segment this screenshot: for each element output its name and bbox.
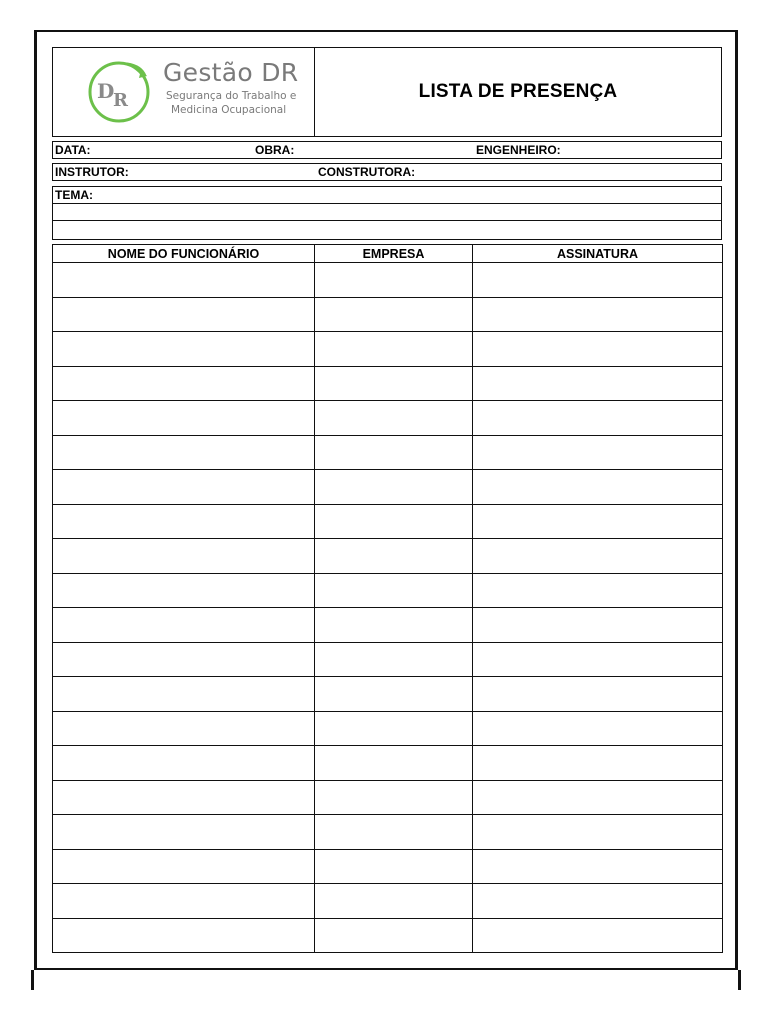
cell-nome[interactable] bbox=[53, 746, 315, 781]
cell-nome[interactable] bbox=[53, 642, 315, 677]
cell-nome[interactable] bbox=[53, 366, 315, 401]
cell-empresa[interactable] bbox=[315, 677, 473, 712]
cell-empresa[interactable] bbox=[315, 608, 473, 643]
table-row bbox=[53, 435, 723, 470]
cell-empresa[interactable] bbox=[315, 849, 473, 884]
table-row bbox=[53, 573, 723, 608]
cell-assinatura[interactable] bbox=[473, 504, 723, 539]
tema-line-1 bbox=[53, 203, 721, 204]
table-header-row bbox=[53, 245, 723, 263]
cell-nome[interactable] bbox=[53, 849, 315, 884]
footer-tick-left bbox=[31, 970, 34, 990]
table-row bbox=[53, 884, 723, 919]
cell-assinatura[interactable] bbox=[473, 573, 723, 608]
table-row bbox=[53, 297, 723, 332]
cell-assinatura[interactable] bbox=[473, 746, 723, 781]
cell-assinatura[interactable] bbox=[473, 435, 723, 470]
cell-nome[interactable] bbox=[53, 815, 315, 850]
column-header-empresa: EMPRESA bbox=[315, 245, 473, 263]
instrutor-label: INSTRUTOR: bbox=[55, 165, 129, 179]
cell-empresa[interactable] bbox=[315, 711, 473, 746]
cell-nome[interactable] bbox=[53, 884, 315, 919]
cell-nome[interactable] bbox=[53, 677, 315, 712]
cell-assinatura[interactable] bbox=[473, 608, 723, 643]
svg-text:R: R bbox=[113, 90, 128, 111]
cell-assinatura[interactable] bbox=[473, 711, 723, 746]
construtora-label: CONSTRUTORA: bbox=[318, 165, 416, 179]
table-row bbox=[53, 608, 723, 643]
cell-nome[interactable] bbox=[53, 539, 315, 574]
title-cell bbox=[315, 48, 721, 136]
svg-text:D: D bbox=[97, 79, 115, 103]
cell-nome[interactable] bbox=[53, 435, 315, 470]
cell-assinatura[interactable] bbox=[473, 263, 723, 298]
logo-cell bbox=[53, 48, 315, 136]
cell-assinatura[interactable] bbox=[473, 297, 723, 332]
attendance-table bbox=[52, 244, 723, 953]
table-row bbox=[53, 746, 723, 781]
cell-empresa[interactable] bbox=[315, 746, 473, 781]
brand-name: Gestão DR bbox=[163, 58, 299, 87]
table-row bbox=[53, 263, 723, 298]
cell-assinatura[interactable] bbox=[473, 332, 723, 367]
column-header-assinatura: ASSINATURA bbox=[473, 245, 723, 263]
table-row bbox=[53, 815, 723, 850]
cell-empresa[interactable] bbox=[315, 297, 473, 332]
cell-nome[interactable] bbox=[53, 573, 315, 608]
cell-nome[interactable] bbox=[53, 711, 315, 746]
cell-nome[interactable] bbox=[53, 918, 315, 953]
table-row bbox=[53, 332, 723, 367]
cell-assinatura[interactable] bbox=[473, 470, 723, 505]
document-title: LISTA DE PRESENÇA bbox=[418, 81, 618, 102]
cell-empresa[interactable] bbox=[315, 332, 473, 367]
table-row bbox=[53, 780, 723, 815]
cell-empresa[interactable] bbox=[315, 435, 473, 470]
table-row bbox=[53, 401, 723, 436]
cell-empresa[interactable] bbox=[315, 366, 473, 401]
table-row bbox=[53, 366, 723, 401]
cell-assinatura[interactable] bbox=[473, 366, 723, 401]
cell-nome[interactable] bbox=[53, 263, 315, 298]
footer-tick-right bbox=[738, 970, 741, 990]
tema-label: TEMA: bbox=[55, 188, 93, 202]
tema-box bbox=[52, 186, 722, 240]
table-row bbox=[53, 677, 723, 712]
cell-empresa[interactable] bbox=[315, 573, 473, 608]
tema-line-2 bbox=[53, 220, 721, 221]
brand-tagline-line2: Medicina Ocupacional bbox=[171, 104, 287, 116]
document-header bbox=[52, 47, 722, 137]
cell-assinatura[interactable] bbox=[473, 677, 723, 712]
cell-nome[interactable] bbox=[53, 332, 315, 367]
cell-empresa[interactable] bbox=[315, 918, 473, 953]
table-row bbox=[53, 642, 723, 677]
cell-assinatura[interactable] bbox=[473, 815, 723, 850]
cell-assinatura[interactable] bbox=[473, 918, 723, 953]
cell-assinatura[interactable] bbox=[473, 849, 723, 884]
cell-nome[interactable] bbox=[53, 401, 315, 436]
data-label: DATA: bbox=[55, 143, 91, 157]
obra-label: OBRA: bbox=[255, 143, 295, 157]
table-row bbox=[53, 539, 723, 574]
cell-empresa[interactable] bbox=[315, 504, 473, 539]
cell-nome[interactable] bbox=[53, 297, 315, 332]
cell-nome[interactable] bbox=[53, 504, 315, 539]
page-footer-rule bbox=[34, 968, 738, 988]
info-row-2 bbox=[52, 163, 722, 181]
cell-empresa[interactable] bbox=[315, 263, 473, 298]
cell-empresa[interactable] bbox=[315, 815, 473, 850]
brand-tagline-line1: Segurança do Trabalho e bbox=[166, 90, 297, 102]
cell-nome[interactable] bbox=[53, 608, 315, 643]
cell-assinatura[interactable] bbox=[473, 884, 723, 919]
cell-empresa[interactable] bbox=[315, 642, 473, 677]
gestao-dr-logo-icon bbox=[83, 54, 161, 132]
table-row bbox=[53, 470, 723, 505]
table-row bbox=[53, 849, 723, 884]
table-row bbox=[53, 504, 723, 539]
engenheiro-label: ENGENHEIRO: bbox=[476, 143, 561, 157]
cell-empresa[interactable] bbox=[315, 884, 473, 919]
cell-assinatura[interactable] bbox=[473, 642, 723, 677]
cell-empresa[interactable] bbox=[315, 539, 473, 574]
attendance-body bbox=[53, 263, 723, 953]
column-header-nome: NOME DO FUNCIONÁRIO bbox=[53, 245, 315, 263]
table-row bbox=[53, 711, 723, 746]
cell-nome[interactable] bbox=[53, 780, 315, 815]
cell-empresa[interactable] bbox=[315, 780, 473, 815]
cell-assinatura[interactable] bbox=[473, 401, 723, 436]
table-row bbox=[53, 918, 723, 953]
info-row-1 bbox=[52, 141, 722, 159]
cell-assinatura[interactable] bbox=[473, 539, 723, 574]
cell-nome[interactable] bbox=[53, 470, 315, 505]
cell-empresa[interactable] bbox=[315, 470, 473, 505]
cell-empresa[interactable] bbox=[315, 401, 473, 436]
cell-assinatura[interactable] bbox=[473, 780, 723, 815]
